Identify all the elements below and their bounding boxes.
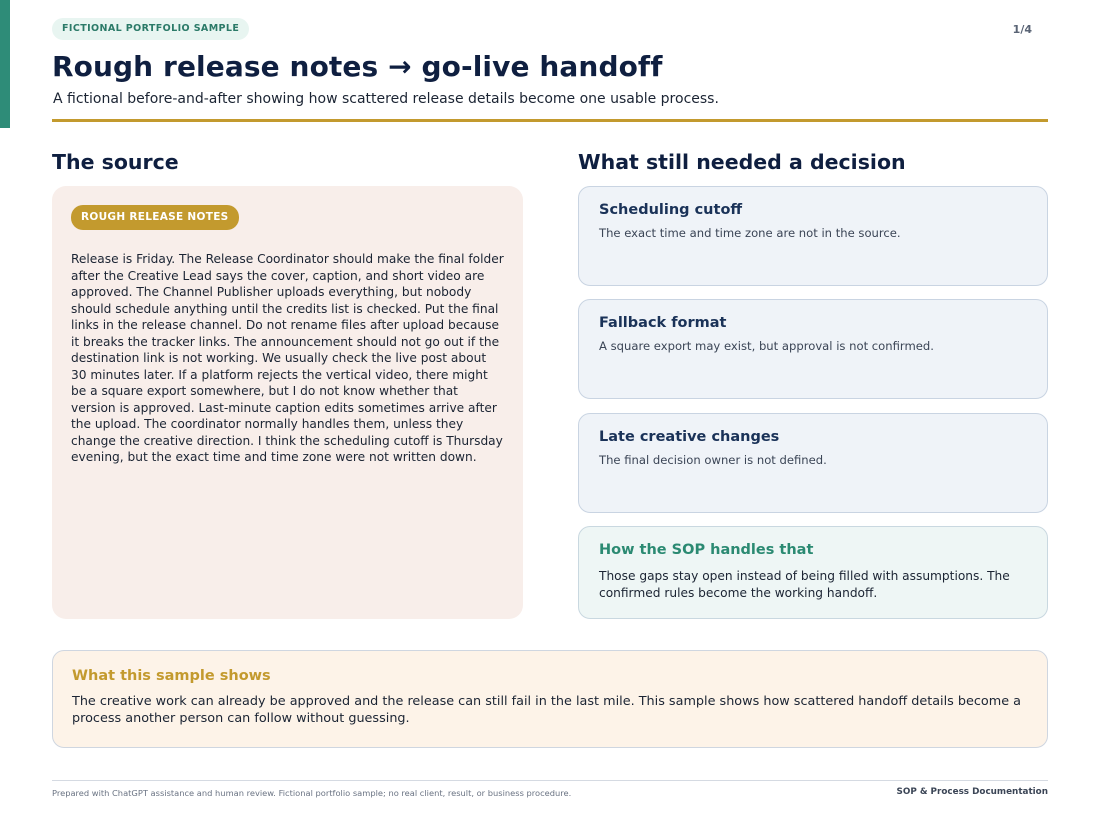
sop-body: Those gaps stay open instead of being filled with assumptions. The confirmed rules become the working handoff. xyxy=(599,569,1010,600)
footer-disclaimer: Prepared with ChatGPT assistance and human review. Fictional portfolio sample; no real client, result, or business procedure. xyxy=(52,788,572,798)
decision-heading: What still needed a decision xyxy=(578,150,906,174)
sample-tag: FICTIONAL PORTFOLIO SAMPLE xyxy=(52,18,249,40)
source-text: Release is Friday. The Release Coordinator should make the final folder after the Creative Lead says the cover, caption, and short video are approved. The Channel Publisher uploads everything, but nobody should schedule anything until the credits list is checked. Put the final links in the release channel. Do not rename files after upload because it breaks the tracker links. The announcement should not go out if the destination link is not working. We usually check the live post about 30 minutes later. If a platform rejects the vertical video, there might be a square export somewhere, but I do not know whether that version is approved. Last-minute caption edits sometimes arrive after the upload. The coordinator normally handles them, unless they change the creative direction. I think the scheduling cutoff is Thursday evening, but the exact time and time zone were not written down. xyxy=(71,252,504,464)
decision-card-scheduling xyxy=(578,186,1048,286)
sop-title: How the SOP handles that xyxy=(599,542,814,558)
shows-title: What this sample shows xyxy=(72,668,271,684)
page-title: Rough release notes → go-live handoff xyxy=(52,50,663,83)
decision-card-late-changes xyxy=(578,413,1048,513)
sample-shows-card xyxy=(52,650,1048,748)
source-badge: ROUGH RELEASE NOTES xyxy=(71,205,239,230)
footer-category: SOP & Process Documentation xyxy=(896,787,1048,797)
accent-bar xyxy=(0,0,10,128)
decision-title: Scheduling cutoff xyxy=(599,202,743,218)
decision-body: The final decision owner is not defined. xyxy=(599,453,827,467)
title-divider xyxy=(52,119,1048,122)
decision-body: The exact time and time zone are not in the source. xyxy=(599,226,901,240)
page-subtitle: A fictional before-and-after showing how scattered release details become one usable process. xyxy=(53,91,719,107)
footer-divider xyxy=(52,780,1048,781)
shows-body: The creative work can already be approved and the release can still fail in the last mile. This sample shows how scattered handoff details become a process another person can follow without guessing. xyxy=(72,694,1022,726)
page-number: 1/4 xyxy=(1012,23,1032,36)
source-card xyxy=(52,186,523,619)
sop-handling-card xyxy=(578,526,1048,619)
decision-card-fallback xyxy=(578,299,1048,399)
source-heading: The source xyxy=(52,150,179,174)
decision-title: Late creative changes xyxy=(599,429,780,445)
decision-body: A square export may exist, but approval is not confirmed. xyxy=(599,339,934,353)
decision-title: Fallback format xyxy=(599,315,727,331)
